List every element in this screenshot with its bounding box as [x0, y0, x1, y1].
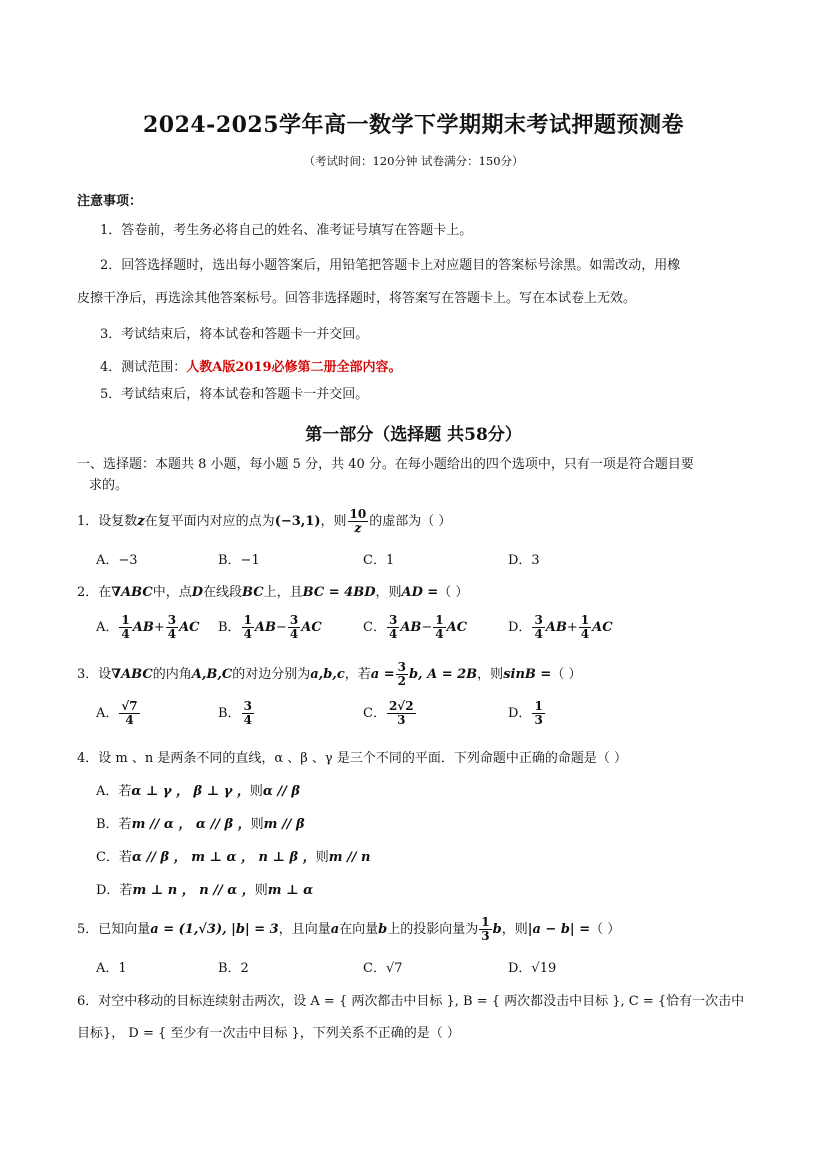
question-3-option-c: C． $\frac{2√2}{3}$ [363, 699, 414, 727]
section-title: 第一部分（选择题 共58分） [305, 425, 522, 445]
notice-item-4 [100, 359, 402, 377]
question-2-option-d: D． $\frac{3}{4}$ AB+ $\frac{1}{4}$ AC [508, 613, 613, 641]
question-1-option-d: D．3 [508, 553, 540, 568]
question-6-stem-line2: 目标}， D = { 至少有一次击中目标 }，下列关系不正确的是（ ） [77, 1026, 460, 1041]
question-5-stem: 5．已知向量a = (1,√3), |b| = 3，且向量a在向量b上的投影向量为 $\frac{1}{3}$ b，则|a − b| =（ ） [77, 915, 621, 943]
notice-heading: 注意事项： [77, 194, 143, 209]
fraction: $\frac{10}{z}$ [349, 507, 367, 535]
question-2-stem: 2．在∇ABC中，点D在线段BC上，且BC = 4BD，则AD =（ ） [77, 585, 469, 600]
question-1-option-a: A．−3 [96, 553, 138, 568]
question-1-option-c: C．1 [363, 553, 395, 568]
question-2-option-b: B． $\frac{1}{4}$ AB− $\frac{3}{4}$ AC [218, 613, 322, 641]
question-1-stem: 1．设复数z在复平面内对应的点为(−3,1)，则 $\frac{10}{z}$ 的虚部为（ ） [77, 507, 452, 535]
question-3-option-a: A． $\frac{√7}{4}$ [96, 699, 138, 727]
notice-item-5: 5．考试结束后，将本试卷和答题卡一并交回。 [100, 387, 369, 402]
question-2-option-a: A． $\frac{1}{4}$ AB+ $\frac{3}{4}$ AC [96, 613, 200, 641]
question-4-option-a: A．若α ⊥ γ ， β ⊥ γ ，则α // β [96, 784, 301, 799]
question-6-stem-line1: 6．对空中移动的目标连续射击两次，设 A = { 两次都击中目标 }, B = { 两次都没击中目标 }, C = {恰有一次击中 [77, 994, 745, 1009]
question-3-option-d: D． $\frac{1}{3}$ [508, 699, 543, 727]
notice-item-1: 1．答卷前，考生务必将自己的姓名、准考证号填写在答题卡上。 [100, 223, 473, 238]
question-4-option-c: C．若α // β ， m ⊥ α ， n ⊥ β ，则m // n [96, 850, 371, 865]
question-1-option-b: B．−1 [218, 553, 260, 568]
test-scope: 人教A版2019必修第二册全部内容。 [186, 360, 402, 375]
question-5-option-d: D．√19 [508, 961, 557, 976]
exam-subtitle: （考试时间：120分钟 试卷满分：150分） [303, 154, 524, 168]
question-4-option-d: D．若m ⊥ n ， n // α ，则m ⊥ α [96, 883, 314, 898]
question-3-stem: 3．设∇ABC的内角A,B,C的对边分别为a,b,c，若a = $\frac{3}{2}$ b, A = 2B，则sinB =（ ） [77, 660, 582, 688]
notice-item-2-line2: 皮擦干净后，再选涂其他答案标号。回答非选择题时，将答案写在答题卡上。写在本试卷上无效。 [77, 291, 637, 306]
section-instruction-line2: 求的。 [89, 478, 129, 493]
notice-item-4-label: 4．测试范围： [100, 360, 187, 375]
question-3-option-b: B． $\frac{3}{4}$ [218, 699, 252, 727]
question-2-option-c: C． $\frac{3}{4}$ AB− $\frac{1}{4}$ AC [363, 613, 468, 641]
question-5-option-c: C．√7 [363, 961, 403, 976]
question-4-stem: 4．设 m 、n 是两条不同的直线，α 、β 、γ 是三个不同的平面．下列命题中正确的命题是（ ） [77, 751, 627, 766]
question-5-option-b: B．2 [218, 961, 249, 976]
question-4-option-b: B．若m // α ， α // β ，则m // β [96, 817, 305, 832]
question-5-option-a: A．1 [96, 961, 127, 976]
notice-item-3: 3．考试结束后，将本试卷和答题卡一并交回。 [100, 327, 369, 342]
notice-item-2-line1: 2．回答选择题时，选出每小题答案后，用铅笔把答题卡上对应题目的答案标号涂黑。如需改动，用橡 [100, 258, 681, 273]
exam-title: 2024-2025学年高一数学下学期期末考试押题预测卷 [142, 112, 685, 138]
section-instruction-line1: 一、选择题：本题共 8 小题，每小题 5 分，共 40 分。在每小题给出的四个选项中，只有一项是符合题目要 [77, 457, 694, 472]
